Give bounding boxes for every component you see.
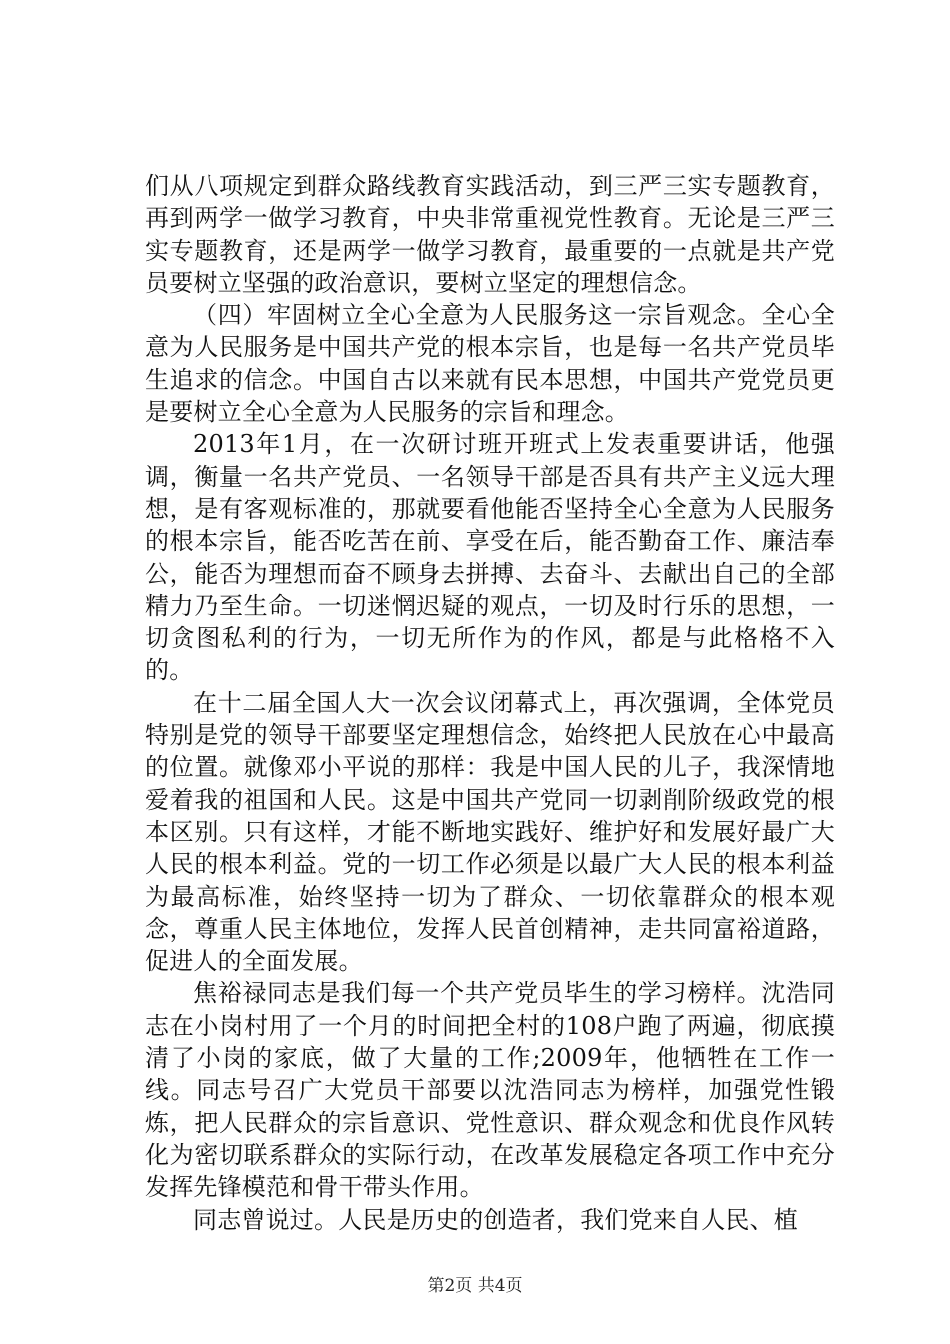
body-text [145, 170, 835, 1236]
paragraph-npc-closing: 在十二届全国人大一次会议闭幕式上，再次强调，全体党员特别是党的领导干部要坚定理想信念，始终把人民放在心中最高的位置。就像邓小平说的那样：我是中国人民的儿子，我深情地爱着我的祖国和人民。这是中国共产党同一切剥削阶级政党的根本区别。只有这样，才能不断地实践好、维护好和发展好最广大人民的根本利益。党的一切工作必须是以最广大人民的根本利益为最高标准，始终坚持一切为了群众、一切依靠群众的根本观念，尊重人民主体地位，发挥人民首创精神，走共同富裕道路，促进人的全面发展。 [145, 688, 835, 976]
paragraph-people-history: 同志曾说过。人民是历史的创造者，我们党来自人民、植 [193, 1205, 798, 1234]
paragraph-2013-speech: 2013年1月，在一次研讨班开班式上发表重要讲话，他强调，衡量一名共产党员、一名领导干部是否具有共产主义远大理想，是有客观标准的，那就要看他能否坚持全心全意为人民服务的根本宗旨，能否吃苦在前、享受在后，能否勤奋工作、廉洁奉公，能否为理想而奋不顾身去拼搏、去奋斗、去献出自己的全部精力乃至生命。一切迷惘迟疑的观点，一切及时行乐的思想，一切贪图私利的行为，一切无所作为的作风，都是与此格格不入的。 [145, 430, 835, 685]
paragraph-jiao-yulu: 焦裕禄同志是我们每一个共产党员毕生的学习榜样。沈浩同志在小岗村用了一个月的时间把全村的108户跑了两遍，彻底摸清了小岗的家底，做了大量的工作;2009年，他牺牲在工作一线。同志号召广大党员干部要以沈浩同志为榜样，加强党性锻炼，把人民群众的宗旨意识、党性意识、群众观念和优良作风转化为密切联系群众的实际行动，在改革发展稳定各项工作中充分发挥先锋模范和骨干带头作用。 [145, 979, 835, 1202]
paragraph-section-four: （四）牢固树立全心全意为人民服务这一宗旨观念。全心全意为人民服务是中国共产党的根本宗旨，也是每一名共产党员毕生追求的信念。中国自古以来就有民本思想，中国共产党党员更是要树立全心全意为人民服务的宗旨和理念。 [145, 301, 835, 427]
paragraph-continued: 们从八项规定到群众路线教育实践活动，到三严三实专题教育，再到两学一做学习教育，中央非常重视党性教育。无论是三严三实专题教育，还是两学一做学习教育，最重要的一点就是共产党员要树立坚强的政治意识，要树立坚定的理想信念。 [145, 172, 835, 297]
page-number-footer: 第2页 共4页 [427, 1276, 523, 1296]
